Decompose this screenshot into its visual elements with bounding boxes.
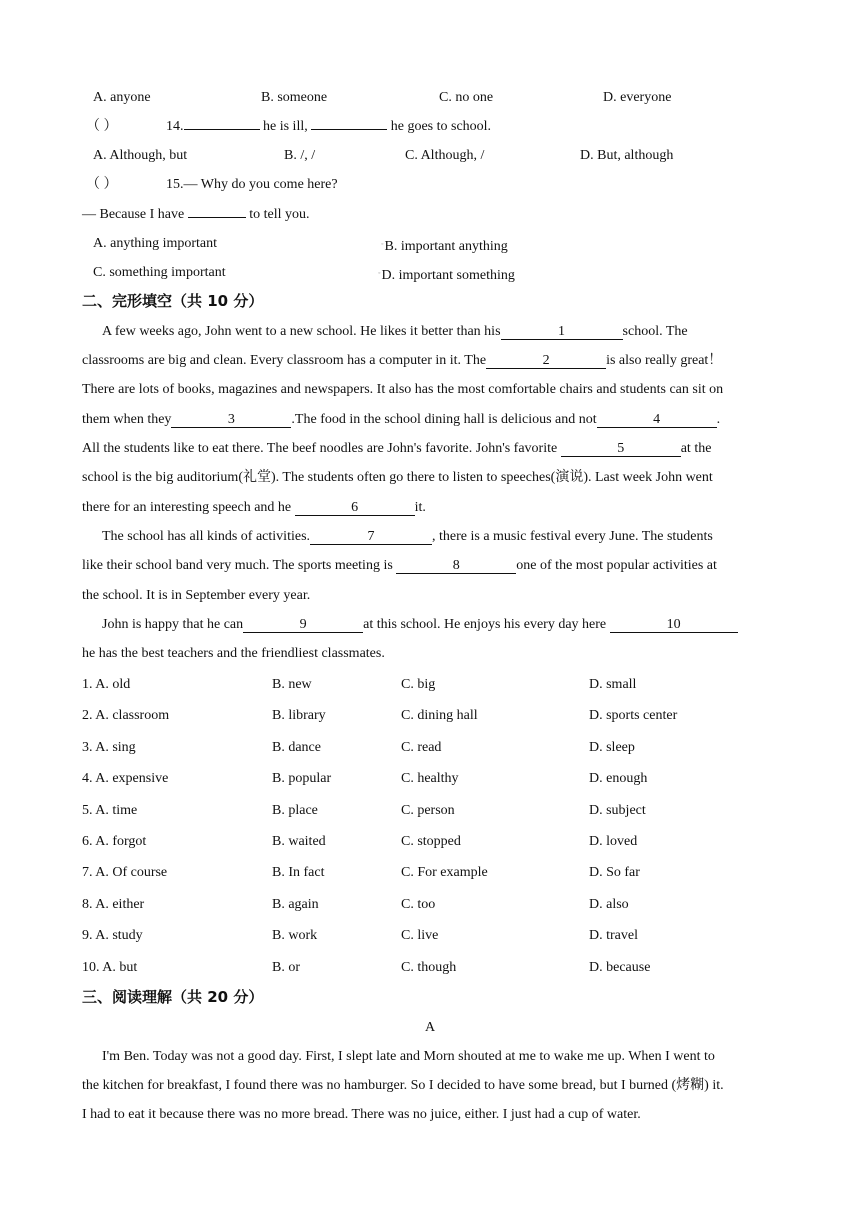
passage-label: A bbox=[424, 1020, 436, 1035]
choice-d: D. subject bbox=[589, 803, 646, 818]
reading-line: I'm Ben. Today was not a good day. First, I slept late and Morn shouted at me to wake me up. When I went to bbox=[102, 1049, 715, 1064]
q14-paren: （ ） bbox=[86, 119, 118, 134]
passage-line: classrooms are big and clean. Every classroom has a computer in it. The 2 is also really great！ bbox=[82, 353, 723, 368]
passage-line: he has the best teachers and the friendliest classmates. bbox=[82, 646, 385, 661]
anchor-mark: ◦ bbox=[378, 269, 381, 277]
q14-blank-2 bbox=[311, 129, 387, 130]
choice-a: 2. A. classroom bbox=[82, 708, 170, 723]
section-2-title: 二、完形填空（共 10 分） bbox=[82, 292, 264, 310]
q15-option-a: A. anything important bbox=[93, 236, 218, 251]
q15-option-c: C. something important bbox=[93, 265, 226, 280]
choice-d: D. because bbox=[589, 960, 651, 975]
q14-option-c: C. Although, / bbox=[405, 148, 485, 163]
passage-blank-7: 7 bbox=[310, 529, 432, 545]
choice-b: B. work bbox=[272, 928, 318, 943]
choice-c: C. For example bbox=[401, 865, 488, 880]
choice-c: C. too bbox=[401, 897, 436, 912]
reading-line: I had to eat it because there was no more bread. There was no juice, either. I just had a cup of water. bbox=[82, 1107, 641, 1122]
choice-d: D. enough bbox=[589, 771, 648, 786]
q14-option-a: A. Although, but bbox=[93, 148, 188, 163]
q14-option-b: B. /, / bbox=[284, 148, 316, 163]
passage-line: like their school band very much. The sports meeting is 8 one of the most popular activities at bbox=[82, 558, 717, 573]
choice-b: B. new bbox=[272, 677, 312, 692]
q15-stem: （ ） 15.— Why do you come here? bbox=[86, 177, 338, 192]
choice-b: B. library bbox=[272, 708, 326, 723]
choice-a: 4. A. expensive bbox=[82, 771, 169, 786]
q13-option-c: C. no one bbox=[439, 90, 494, 105]
q14-option-d: D. But, although bbox=[580, 148, 674, 163]
choice-d: D. also bbox=[589, 897, 629, 912]
choice-c: C. big bbox=[401, 677, 436, 692]
q13-option-b: B. someone bbox=[261, 90, 328, 105]
passage-blank-5: 5 bbox=[561, 441, 681, 457]
q15-paren: （ ） bbox=[86, 177, 118, 192]
choice-d: D. So far bbox=[589, 865, 640, 880]
choice-c: C. person bbox=[401, 803, 455, 818]
passage-line: The school has all kinds of activities. 7 , there is a music festival every June. The students bbox=[102, 529, 713, 544]
passage-blank-3: 3 bbox=[171, 412, 291, 428]
q15-option-d: ◦D. important something bbox=[378, 268, 515, 283]
passage-line: All the students like to eat there. The beef noodles are John's favorite. John's favorite 5 at the bbox=[82, 441, 712, 456]
choice-c: C. stopped bbox=[401, 834, 461, 849]
q15-blank bbox=[188, 217, 246, 218]
choice-b: B. again bbox=[272, 897, 319, 912]
choice-b: B. place bbox=[272, 803, 318, 818]
passage-blank-10: 10 bbox=[610, 617, 738, 633]
passage-blank-9: 9 bbox=[243, 617, 363, 633]
choice-a: 7. A. Of course bbox=[82, 865, 168, 880]
choice-d: D. small bbox=[589, 677, 637, 692]
choice-c: C. live bbox=[401, 928, 439, 943]
section-3-title: 三、阅读理解（共 20 分） bbox=[82, 988, 264, 1006]
passage-blank-1: 1 bbox=[501, 324, 623, 340]
q15-option-b: ◦B. important anything bbox=[381, 239, 508, 254]
choice-a: 3. A. sing bbox=[82, 740, 136, 755]
choice-a: 10. A. but bbox=[82, 960, 138, 975]
q13-option-d: D. everyone bbox=[603, 90, 672, 105]
choice-d: D. loved bbox=[589, 834, 638, 849]
passage-blank-4: 4 bbox=[597, 412, 717, 428]
passage-line: them when they 3 .The food in the school dining hall is delicious and not 4 . bbox=[82, 412, 721, 427]
choice-b: B. or bbox=[272, 960, 300, 975]
q15-response: — Because I have to tell you. bbox=[82, 207, 310, 222]
reading-line: the kitchen for breakfast, I found there was no hamburger. So I decided to have some bread, but I burned (烤糊) it. bbox=[82, 1078, 724, 1093]
choice-b: B. dance bbox=[272, 740, 321, 755]
passage-blank-2: 2 bbox=[486, 353, 606, 369]
q13-option-a: A. anyone bbox=[93, 90, 151, 105]
choice-a: 6. A. forgot bbox=[82, 834, 147, 849]
passage-line: there for an interesting speech and he 6 it. bbox=[82, 500, 426, 515]
choice-a: 1. A. old bbox=[82, 677, 131, 692]
q14-stem: （ ） 14. he is ill, he goes to school. bbox=[86, 119, 492, 134]
choice-b: B. popular bbox=[272, 771, 332, 786]
choice-a: 5. A. time bbox=[82, 803, 138, 818]
choice-d: D. sports center bbox=[589, 708, 678, 723]
anchor-mark: ◦ bbox=[381, 240, 384, 248]
passage-blank-6: 6 bbox=[295, 500, 415, 516]
passage-blank-8: 8 bbox=[396, 558, 516, 574]
choice-c: C. healthy bbox=[401, 771, 459, 786]
choice-a: 9. A. study bbox=[82, 928, 143, 943]
choice-c: C. read bbox=[401, 740, 442, 755]
choice-c: C. though bbox=[401, 960, 457, 975]
choice-d: D. sleep bbox=[589, 740, 635, 755]
passage-line: school is the big auditorium(礼堂). The students often go there to listen to speeches(演说). Last week John went bbox=[82, 470, 713, 485]
q14-blank-1 bbox=[184, 129, 260, 130]
choice-c: C. dining hall bbox=[401, 708, 478, 723]
choice-b: B. In fact bbox=[272, 865, 325, 880]
passage-line: There are lots of books, magazines and newspapers. It also has the most comfortable chairs and students can sit on bbox=[82, 382, 724, 397]
passage-line: A few weeks ago, John went to a new school. He likes it better than his 1 school. The bbox=[102, 324, 688, 339]
choice-b: B. waited bbox=[272, 834, 326, 849]
choice-d: D. travel bbox=[589, 928, 638, 943]
choice-a: 8. A. either bbox=[82, 897, 145, 912]
passage-line: the school. It is in September every year. bbox=[82, 588, 311, 603]
passage-line: John is happy that he can 9 at this school. He enjoys his every day here 10 bbox=[102, 616, 802, 634]
